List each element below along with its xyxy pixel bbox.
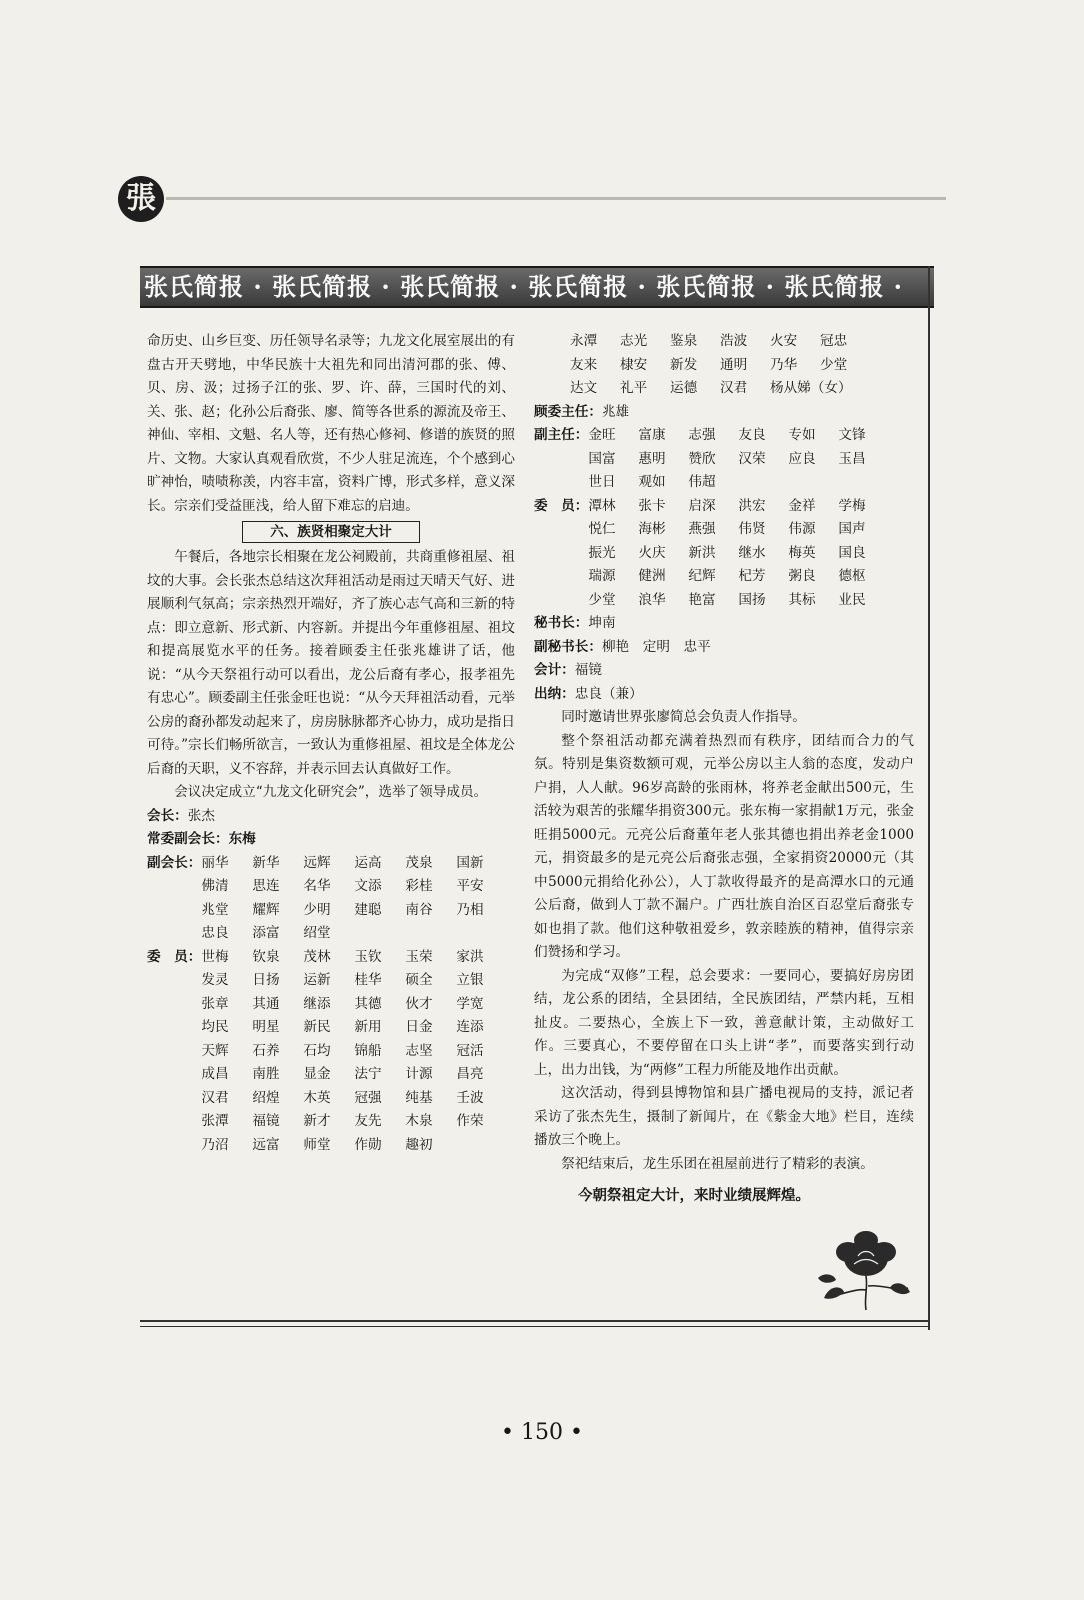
roster-name: 惠明: [638, 450, 666, 467]
roster-name: 远辉: [303, 854, 331, 871]
roster-name: 兆堂: [201, 901, 229, 918]
roster-name: 硕全: [405, 972, 433, 988]
roster-name: 乃沼: [201, 1136, 229, 1153]
continued-member-list: [534, 330, 900, 401]
roster-name: 启深: [688, 497, 716, 514]
roster-name: 鉴泉: [670, 333, 698, 349]
roster-name: 世梅: [201, 948, 229, 965]
deputy-name-list: [588, 424, 888, 495]
roster-name: 师堂: [303, 1136, 331, 1153]
roster-name: 其德: [354, 995, 382, 1012]
roster-name: 永潭: [570, 333, 598, 349]
roster-name: 国富: [588, 450, 616, 467]
roster-name: 少堂: [820, 356, 848, 373]
president-name: 张杰: [187, 807, 215, 824]
roster-name: 作勋: [354, 1136, 382, 1153]
roster-name: 学宽: [456, 995, 484, 1012]
left-column: [147, 330, 515, 1157]
roster-name: 汉君: [720, 380, 748, 396]
closing-motto: 今朝祭祖定大计，来时业绩展辉煌。: [578, 1187, 810, 1204]
exec-vp-row: [147, 828, 515, 852]
roster-name: 立银: [456, 972, 484, 988]
section-title: 六、族贤相聚定大计: [242, 521, 420, 543]
roster-name: 友先: [354, 1113, 382, 1129]
accountant-row: [534, 659, 914, 683]
roster-name: 绍堂: [303, 925, 331, 941]
guidance-paragraph: 同时邀请世界张廖简总会负责人作指导。: [561, 709, 806, 725]
roster-name: 忠良: [201, 925, 229, 941]
roster-name: 明星: [252, 1019, 280, 1035]
deputy-label: 副主任：: [534, 427, 589, 443]
secretary-name: 坤南: [588, 615, 616, 631]
roster-name: 杞芳: [738, 568, 766, 584]
roster-name: 添富: [252, 925, 280, 941]
roster-name: 新洪: [688, 544, 716, 561]
roster-name: 汉荣: [738, 450, 766, 467]
header-rule: [166, 197, 946, 200]
roster-name: 金祥: [788, 497, 816, 514]
roster-name: 汉君: [201, 1089, 229, 1106]
deputy-secretary-row: [534, 636, 914, 660]
roster-name: 国声: [838, 521, 866, 537]
requirements-paragraph: 为完成“双修”工程，总会要求：一要同心，要搞好房房团结，龙公系的团结，全县团结，全民族团结，严禁内耗，互相扯皮。二要热心，全族上下一致，善意献计策，主动做好工作。三要真心，不要停留在口头上讲“孝”，而要落实到行动上，出力出钱，为“两修”工程力所能及地作出贡献。: [534, 967, 914, 1078]
roster-name: 钦泉: [252, 948, 280, 965]
roster-name: 粥良: [788, 568, 816, 584]
deputy-secretary-label: 副秘书长：: [534, 638, 602, 655]
roster-name: 张潭: [201, 1113, 229, 1129]
president-label: 会长：: [147, 807, 188, 824]
exec-vp-label: 常委副会长：: [147, 831, 229, 847]
roster-name: 桂华: [354, 972, 382, 988]
roster-name: 南胜: [252, 1066, 280, 1082]
roster-name: 火庆: [638, 544, 666, 561]
roster-name: 天辉: [201, 1042, 229, 1059]
roster-name: 富康: [638, 427, 666, 443]
member-name-list: [201, 946, 511, 1158]
roster-name: 燕强: [688, 521, 716, 537]
roster-name: 法宁: [354, 1066, 382, 1082]
roster-name: 名华: [303, 878, 331, 894]
roster-name: 杨从娣（女）: [770, 380, 852, 396]
roster-name: 志坚: [405, 1042, 433, 1059]
frame-right-border: [928, 266, 930, 1330]
roster-name: 少明: [303, 901, 331, 918]
roster-name: 新用: [354, 1019, 382, 1035]
advisor-chief-name: 兆雄: [601, 403, 630, 420]
accountant-name: 福镜: [574, 662, 602, 678]
roster-name: 友来: [570, 356, 598, 373]
roster-name: 成昌: [201, 1066, 229, 1082]
deputy-roster: [534, 424, 914, 495]
roster-name: 乃相: [456, 901, 484, 918]
roster-name: 悦仁: [588, 521, 616, 537]
roster-name: 火安: [770, 333, 798, 349]
roster-name: 世日: [588, 474, 616, 490]
roster-name: 运德: [670, 380, 698, 396]
committee-roster: [534, 495, 914, 613]
roster-name: 日金: [405, 1019, 433, 1035]
roster-name: 南谷: [405, 901, 433, 918]
roster-name: 金旺: [588, 427, 616, 443]
roster-name: 专如: [788, 427, 816, 443]
roster-name: 少堂: [588, 591, 616, 608]
committee-label: 委 员：: [534, 497, 589, 514]
roster-name: 玉昌: [838, 450, 866, 467]
roster-name: 梅英: [788, 544, 816, 561]
roster-name: 瑞源: [588, 568, 616, 584]
roster-name: 作荣: [456, 1113, 484, 1129]
roster-name: 文锋: [838, 427, 866, 443]
roster-name: 昌亮: [456, 1066, 484, 1082]
deputy-secretary-names: 柳艳 定明 忠平: [601, 638, 711, 655]
roster-name: 健洲: [638, 568, 666, 584]
roster-name: 耀辉: [252, 901, 280, 918]
roster-name: 国良: [838, 544, 866, 561]
roster-name: 平安: [456, 878, 484, 894]
roster-name: 趣初: [405, 1136, 433, 1153]
roster-name: 茂林: [303, 948, 331, 965]
roster-name: 伟超: [688, 474, 716, 490]
accountant-label: 会计：: [534, 662, 575, 678]
zhang-logo-icon: 張: [118, 176, 164, 222]
media-paragraph: 这次活动，得到县博物馆和县广播电视局的支持，派记者采访了张杰先生，摄制了新闻片，在《紫金大地》栏目，连续播放三个晚上。: [534, 1085, 914, 1148]
roster-name: 福镜: [252, 1113, 280, 1129]
roster-name: 学梅: [838, 497, 866, 514]
roster-name: 新华: [252, 854, 280, 871]
roster-name: 家洪: [456, 948, 484, 965]
roster-name: 艳富: [688, 591, 716, 608]
roster-name: 振光: [588, 544, 616, 561]
roster-name: 海彬: [638, 521, 666, 537]
roster-name: 洪宏: [738, 497, 766, 514]
cashier-label: 出纳：: [534, 685, 575, 702]
election-paragraph: 会议决定成立“九龙文化研究会”，选举了领导成员。: [174, 784, 488, 800]
roster-name: 石均: [303, 1042, 331, 1059]
roster-name: 发灵: [201, 972, 229, 988]
roster-name: 张章: [201, 995, 229, 1012]
page-number: • 150 •: [501, 1420, 583, 1445]
exhibit-paragraph: 命历史、山乡巨变、历任领导名录等；九龙文化展室展出的有盘古开天劈地，中华民族十大祖先和同出清河郡的张、傅、贝、房、汲；过扬子江的张、罗、许、薛，三国时代的刘、关、张、赵；化孙公后裔张、廖、简等各世系的源流及帝王、神仙、宰相、文魁、名人等，还有热心修祠、修谱的族贤的照片、文物。大家认真观看欣赏，不少人驻足流连，个个感到心旷神怡，啧啧称羡，内容丰富，资料广博，形式多样，意义深长。宗亲们受益匪浅，给人留下难忘的启迪。: [147, 333, 515, 514]
roster-name: 计源: [405, 1066, 433, 1082]
roster-name: 新民: [303, 1019, 331, 1035]
roster-name: 赞欣: [688, 450, 716, 467]
roster-name: 伙才: [405, 995, 433, 1012]
roster-name: 礼平: [620, 380, 648, 396]
roster-name: 玉钦: [354, 948, 382, 965]
secretary-row: [534, 612, 914, 636]
meeting-paragraph: 午餐后，各地宗长相聚在龙公祠殿前，共商重修祖屋、祖坟的大事。会长张杰总结这次拜祖活动是雨过天晴天气好、进展顺利气氛高；宗亲热烈开端好，齐了族心志气高和三新的特点：即立意新、形式新、内容新。并提出今年重修祖屋、祖坟和提高展览水平的任务。接着顾委主任张兆雄讲了话，他说：“从今天祭祖行动可以看出，龙公后裔有孝心，报孝祖先有忠心”。顾委副主任张金旺也说：“从今天拜祖活动看，元举公房的裔孙都发动起来了，房房脉脉都齐心协力，成功是指日可待。”宗长们畅所欲言，一致认为重修祖屋、祖坟是全体龙公后裔的天职，义不容辞，并表示回去认真做好工作。: [147, 549, 515, 777]
members-roster: [147, 946, 515, 1158]
president-row: [147, 805, 515, 829]
peony-flower-icon: [808, 1218, 924, 1318]
roster-name: 壬波: [456, 1089, 484, 1106]
roster-name: 日扬: [252, 972, 280, 988]
roster-name: 达文: [570, 380, 598, 396]
roster-name: 通明: [720, 356, 748, 373]
roster-name: 木泉: [405, 1113, 433, 1129]
roster-name: 志强: [688, 427, 716, 443]
advisor-chief-row: [534, 401, 914, 425]
roster-name: 伟源: [788, 521, 816, 537]
roster-name: 其通: [252, 995, 280, 1012]
roster-name: 德枢: [838, 568, 866, 584]
donation-paragraph: 整个祭祖活动都充满着热烈而有秩序，团结而合力的气氛。特别是集资数额可观，元举公房以主人翁的态度，发动户户捐，人人献。96岁高龄的张雨林，将养老金献出500元，生活较为艰苦的张耀华捐资300元。张东梅一家捐献1万元，张金旺捐5000元。元亮公后裔董年老人张其德也捐出养老金1000元，捐资最多的是元亮公后裔张志强，全家捐资20000元（其中5000元捐给化孙公），人丁款收得最齐的是高潭水口的元通公后裔，做到人丁款不漏户。广西壮族自治区百忍堂后裔张专如也捐了款。他们这种敬祖爱乡，敦亲睦族的精神，值得宗亲们赞扬和学习。: [534, 732, 914, 960]
roster-name: 冠强: [354, 1089, 382, 1106]
roster-name: 棣安: [620, 356, 648, 373]
roster-name: 志光: [620, 333, 648, 349]
roster-name: 石养: [252, 1042, 280, 1059]
vp-name-list: [201, 852, 511, 946]
roster-name: 友良: [738, 427, 766, 443]
roster-name: 应良: [788, 450, 816, 467]
roster-name: 乃华: [770, 356, 798, 373]
committee-name-list: [588, 495, 888, 613]
right-column: [534, 330, 914, 1208]
roster-name: 佛清: [201, 878, 229, 894]
roster-name: 运高: [354, 854, 382, 871]
roster-name: 显金: [303, 1066, 331, 1082]
roster-name: 伟贤: [738, 521, 766, 537]
roster-name: 锦船: [354, 1042, 382, 1059]
vp-roster: [147, 852, 515, 946]
roster-name: 新发: [670, 356, 698, 373]
roster-name: 国新: [456, 854, 484, 871]
roster-name: 纯基: [405, 1089, 433, 1106]
cashier-row: [534, 683, 914, 707]
roster-name: 建聪: [354, 901, 382, 918]
roster-name: 木英: [303, 1089, 331, 1106]
advisor-chief-label: 顾委主任：: [534, 403, 602, 420]
roster-name: 继添: [303, 995, 331, 1012]
exec-vp-name: 东梅: [228, 831, 256, 847]
roster-name: 国扬: [738, 591, 766, 608]
performance-paragraph: 祭祀结束后，龙生乐团在祖屋前进行了精彩的表演。: [561, 1155, 874, 1172]
roster-name: 思连: [252, 878, 280, 894]
roster-name: 绍煌: [252, 1089, 280, 1106]
roster-name: 丽华: [201, 854, 229, 871]
roster-name: 其标: [788, 591, 816, 608]
vp-label: 副会长：: [147, 854, 202, 871]
roster-name: 连添: [456, 1019, 484, 1035]
roster-name: 继水: [738, 544, 766, 561]
roster-name: 文添: [354, 878, 382, 894]
roster-name: 浩波: [720, 333, 748, 349]
roster-name: 远富: [252, 1136, 280, 1153]
roster-name: 冠忠: [820, 333, 848, 349]
roster-name: 彩桂: [405, 878, 433, 894]
roster-name: 冠活: [456, 1042, 484, 1059]
secretary-label: 秘书长：: [534, 615, 589, 631]
roster-name: 张卡: [638, 497, 666, 514]
frame-bottom-border: [140, 1320, 930, 1327]
roster-name: 业民: [838, 591, 866, 608]
roster-name: 新才: [303, 1113, 331, 1129]
roster-name: 运新: [303, 972, 331, 988]
roster-name: 均民: [201, 1019, 229, 1035]
newsletter-banner: 张氏简报 · 张氏简报 · 张氏简报 · 张氏简报 · 张氏简报 · 张氏简报 ·: [140, 266, 934, 308]
roster-name: 纪辉: [688, 568, 716, 584]
roster-name: 茂泉: [405, 854, 433, 871]
roster-name: 潭林: [588, 497, 616, 514]
members-label: 委 员：: [147, 948, 202, 965]
cashier-name: 忠良（兼）: [574, 685, 643, 702]
roster-name: 玉荣: [405, 948, 433, 965]
roster-name: 观如: [638, 474, 666, 490]
roster-name: 浪华: [638, 591, 666, 608]
